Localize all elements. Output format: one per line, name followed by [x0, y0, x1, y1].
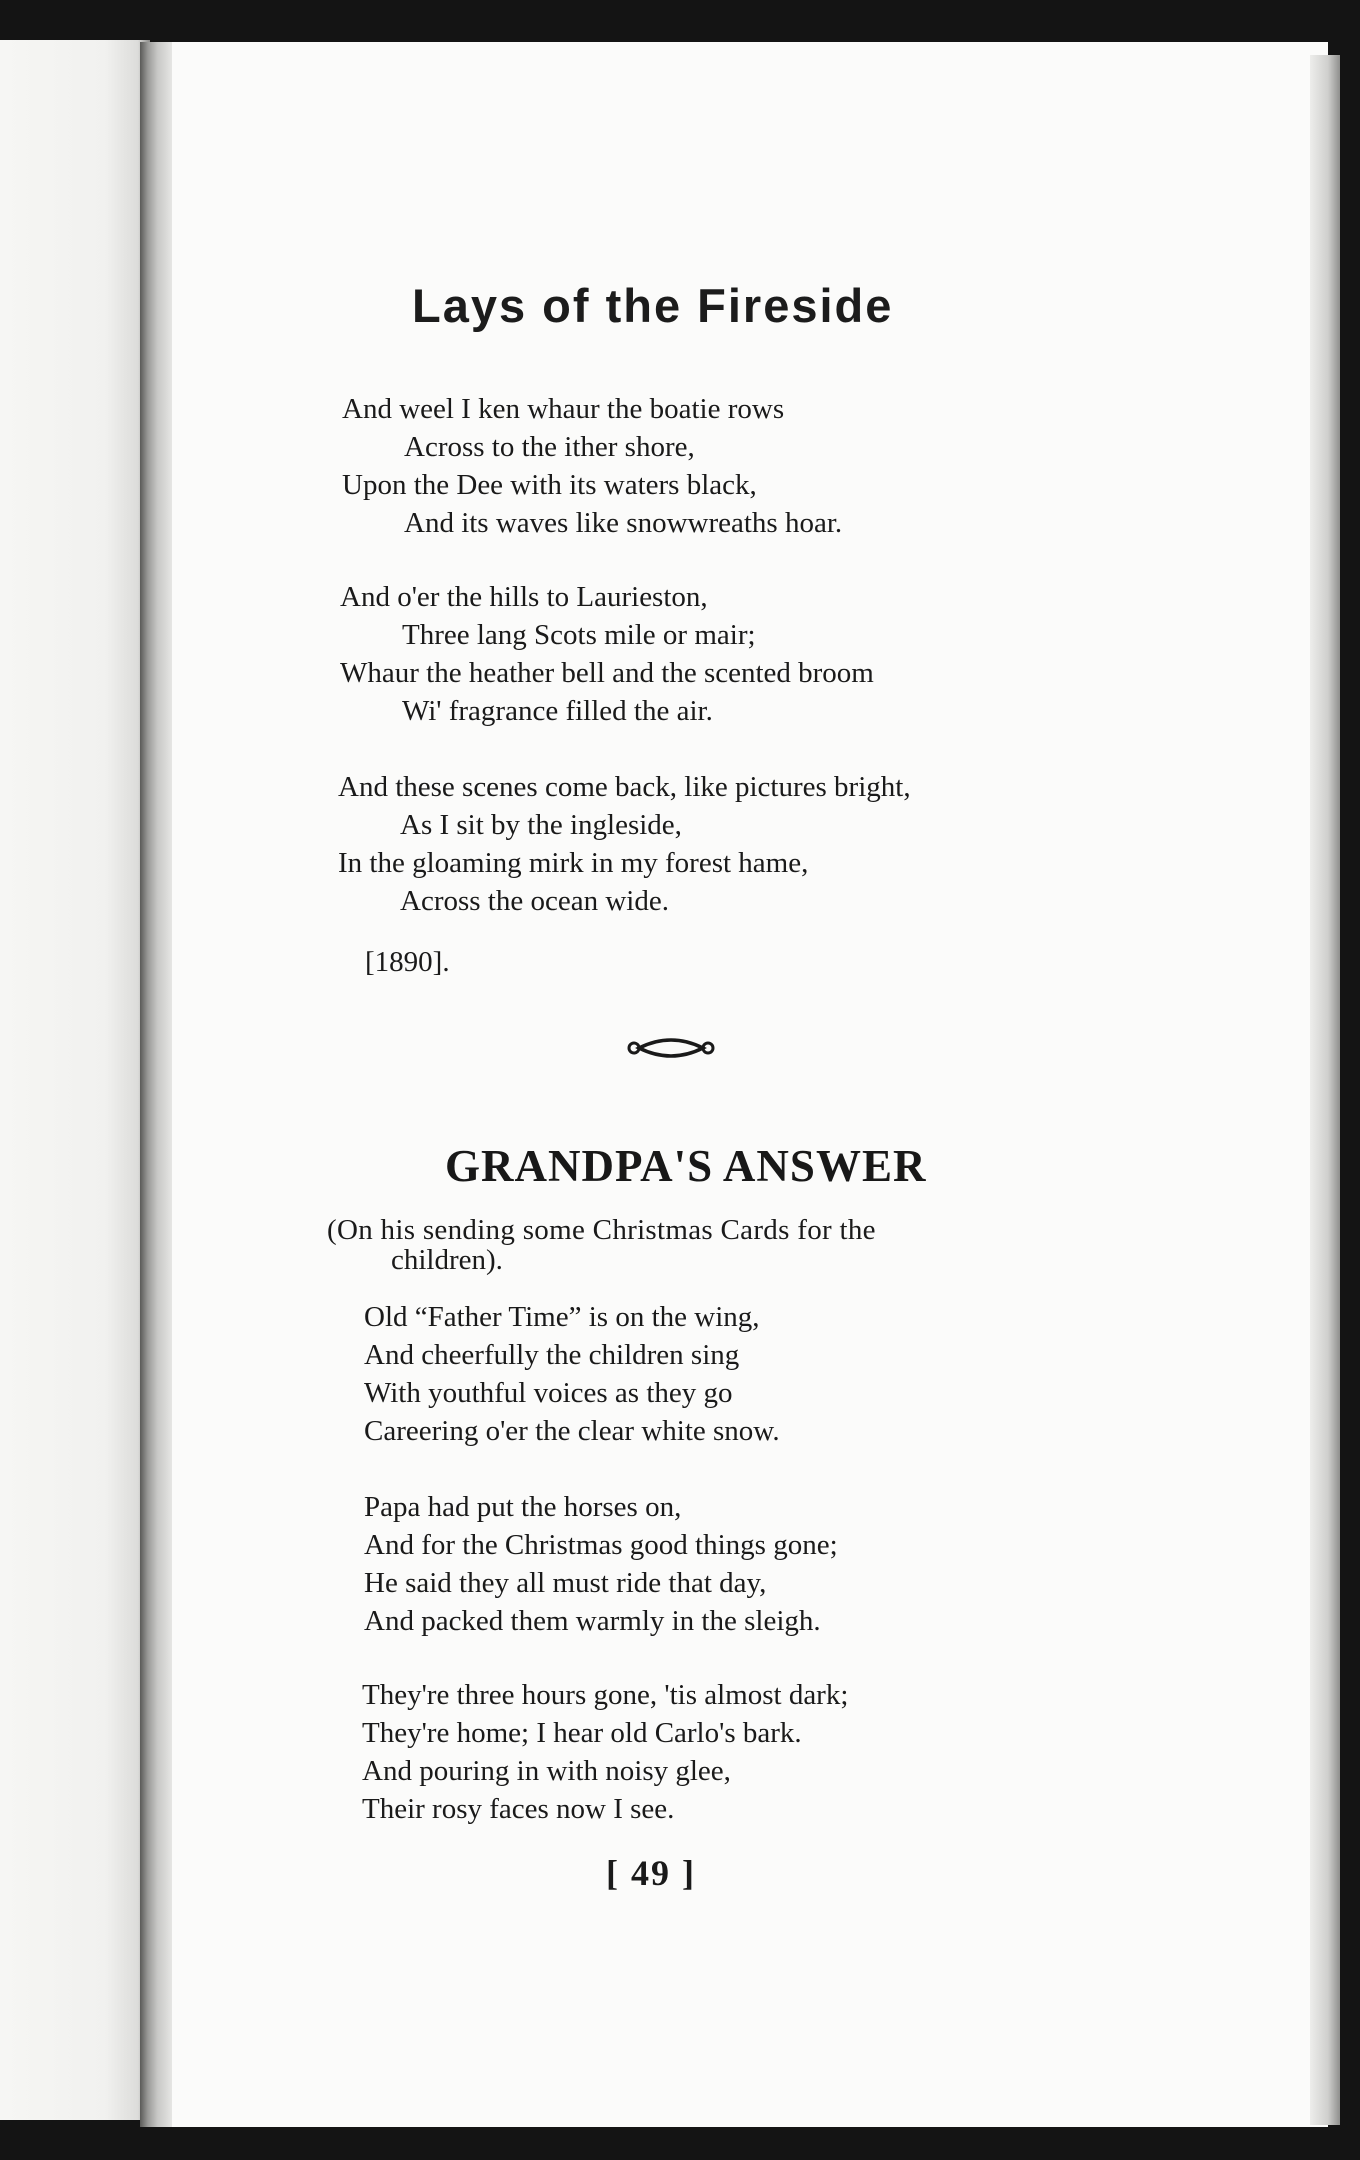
poem1-stanza-3 — [338, 768, 911, 920]
verse-line: They're three hours gone, 'tis almost dark; — [362, 1679, 849, 1711]
verse-line: And pouring in with noisy glee, — [362, 1755, 731, 1787]
verse-line: In the gloaming mirk in my forest hame, — [338, 847, 809, 879]
verse-line: He said they all must ride that day, — [364, 1567, 767, 1599]
verse-line: And weel I ken whaur the boatie rows — [342, 393, 785, 425]
verse-line: Their rosy faces now I see. — [362, 1793, 675, 1825]
poem2-stanza-1 — [364, 1298, 780, 1450]
verse-line: And o'er the hills to Laurieston, — [340, 581, 708, 613]
poem-subtitle — [327, 1214, 1003, 1276]
poem-title: GRANDPA'S ANSWER — [445, 1141, 927, 1191]
verse-line: Three lang Scots mile or mair; — [402, 619, 756, 651]
verse-line: Upon the Dee with its waters black, — [342, 469, 757, 501]
book-gutter — [140, 42, 172, 2127]
page-edge — [1310, 55, 1340, 2125]
verse-line: And these scenes come back, like pictures bright, — [338, 771, 911, 803]
poem2-stanza-3 — [362, 1676, 848, 1828]
verse-line: With youthful voices as they go — [364, 1377, 733, 1409]
verse-line: And packed them warmly in the sleigh. — [364, 1605, 821, 1637]
verse-line: They're home; I hear old Carlo's bark. — [362, 1717, 802, 1749]
poem1-stanza-2 — [340, 578, 874, 730]
verse-line: Whaur the heather bell and the scented broom — [340, 657, 874, 689]
verse-line: Wi' fragrance filled the air. — [402, 695, 713, 727]
verse-line: Across to the ither shore, — [404, 431, 695, 463]
verse-line: And its waves like snowwreaths hoar. — [404, 507, 843, 539]
verse-line: Papa had put the horses on, — [364, 1491, 682, 1523]
poem1-stanza-1 — [342, 390, 842, 542]
subtitle-line: (On his sending some Christmas Cards for the — [327, 1214, 876, 1246]
verse-line: As I sit by the ingleside, — [400, 809, 682, 841]
verse-line: Old “Father Time” is on the wing, — [364, 1301, 760, 1333]
page-number: [ 49 ] — [606, 1853, 696, 1893]
subtitle-line: children). — [391, 1244, 503, 1276]
verse-line: And for the Christmas good things gone; — [364, 1529, 838, 1561]
facing-page-edge — [0, 40, 150, 2120]
verse-line: Careering o'er the clear white snow. — [364, 1415, 780, 1447]
verse-line: Across the ocean wide. — [400, 885, 669, 917]
verse-line: And cheerfully the children sing — [364, 1339, 740, 1371]
poem-date: [1890]. — [365, 946, 450, 978]
poem2-stanza-2 — [364, 1488, 838, 1640]
ornament-icon — [626, 1034, 716, 1062]
running-head: Lays of the Fireside — [412, 279, 894, 332]
